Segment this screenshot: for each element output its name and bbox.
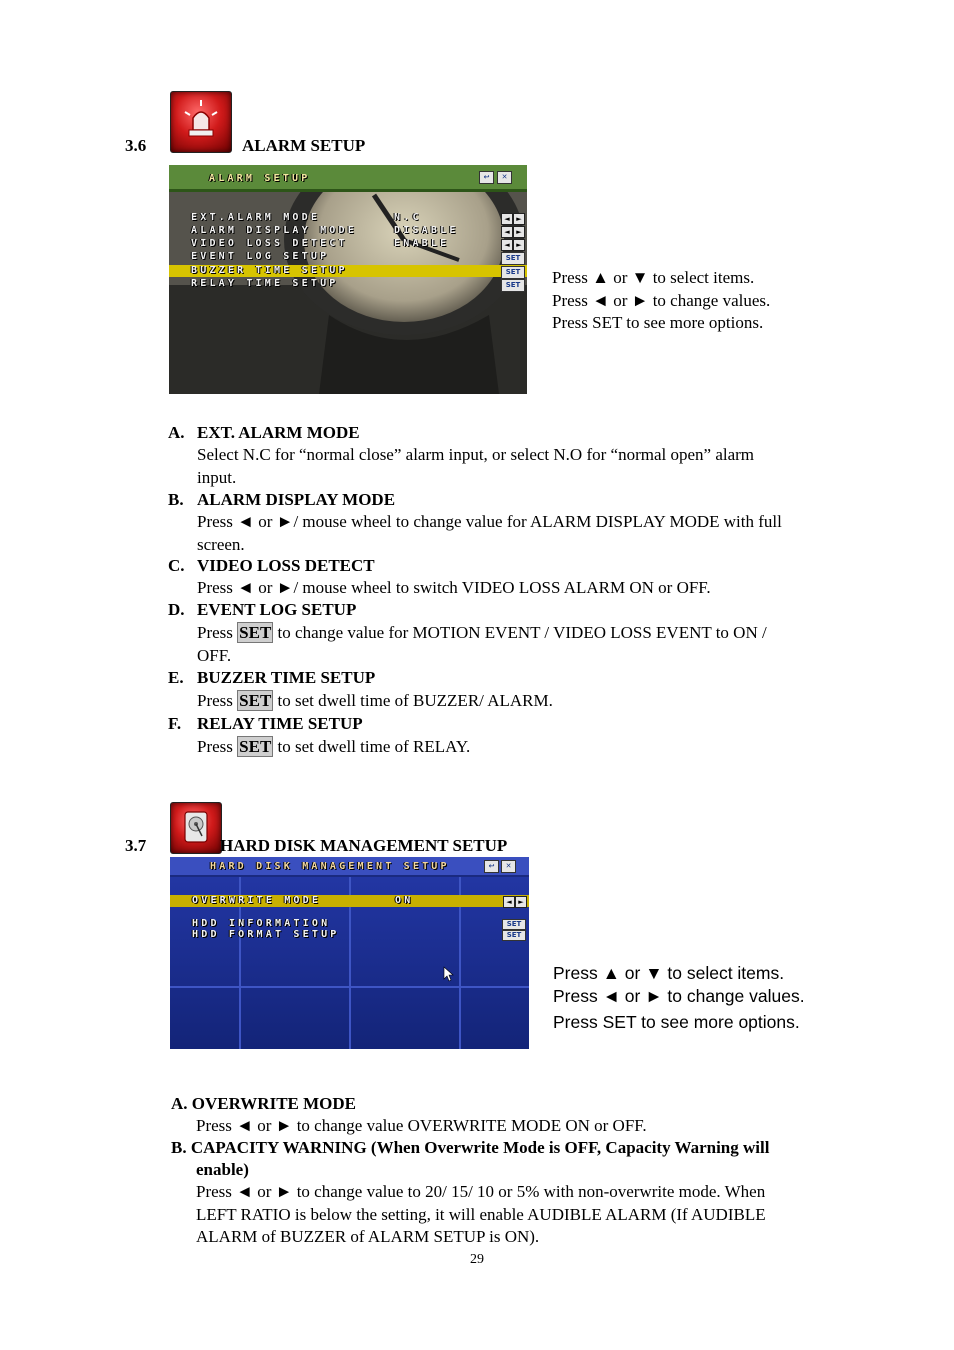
item-line: Press ◄ or ►/ mouse wheel to change value for ALARM DISPLAY MODE with full bbox=[197, 512, 782, 531]
menu-row-label[interactable]: RELAY TIME SETUP bbox=[191, 278, 339, 289]
item-body bbox=[197, 736, 470, 759]
left-arrow-button[interactable]: ◄ bbox=[501, 239, 513, 251]
left-arrow-button[interactable]: ◄ bbox=[501, 226, 513, 238]
hard-disk-icon bbox=[170, 802, 222, 854]
set-button[interactable]: SET bbox=[501, 279, 525, 292]
menu-row-label[interactable]: EXT.ALARM MODE bbox=[191, 212, 321, 223]
menu-row-label[interactable]: ALARM DISPLAY MODE bbox=[191, 225, 357, 236]
menu-row-label[interactable]: HDD FORMAT SETUP bbox=[192, 929, 340, 940]
help-line: Press ▲ or ▼ to select items. bbox=[553, 963, 785, 983]
help-text bbox=[552, 267, 770, 335]
help-text bbox=[553, 962, 805, 1034]
help-line: Press ▲ or ▼ to select items. bbox=[552, 268, 755, 287]
right-arrow-button[interactable]: ► bbox=[513, 213, 525, 225]
item-title: BUZZER TIME SETUP bbox=[197, 668, 376, 687]
right-arrow-button[interactable]: ► bbox=[513, 239, 525, 251]
menu-row-label[interactable]: BUZZER TIME SETUP bbox=[191, 265, 348, 276]
item-line: LEFT RATIO is below the setting, it will enable AUDIBLE ALARM (If AUDIBLE bbox=[196, 1204, 766, 1224]
menu-row-label[interactable]: VIDEO LOSS DETECT bbox=[191, 238, 348, 249]
section-number: 3.7 bbox=[125, 836, 147, 855]
item-body bbox=[197, 577, 711, 600]
item-line: ALARM of BUZZER of ALARM SETUP is ON). bbox=[196, 1227, 540, 1246]
set-button[interactable]: SET bbox=[501, 266, 525, 279]
page-number: 29 bbox=[470, 1252, 484, 1267]
item-pre: Press bbox=[197, 691, 233, 710]
close-icon[interactable]: ✕ bbox=[501, 860, 516, 873]
item-title: RELAY TIME SETUP bbox=[197, 714, 363, 733]
right-arrow-button[interactable]: ► bbox=[513, 226, 525, 238]
item-pre: Press bbox=[197, 623, 233, 642]
item-title: A. OVERWRITE MODE bbox=[171, 1094, 356, 1113]
item-letter: E. bbox=[168, 668, 184, 687]
item-letter: C. bbox=[168, 556, 185, 575]
item-line: Select N.C for “normal close” alarm input, or select N.O for “normal open” alarm bbox=[197, 445, 755, 464]
item-post: to set dwell time of BUZZER/ ALARM. bbox=[277, 691, 553, 710]
item-body bbox=[197, 622, 767, 667]
return-icon[interactable]: ↩ bbox=[484, 860, 499, 873]
menu-row-value[interactable]: ENABLE bbox=[394, 238, 450, 249]
menu-row-label[interactable]: EVENT LOG SETUP bbox=[191, 251, 330, 262]
item-body bbox=[196, 1115, 647, 1138]
item-pre: Press bbox=[197, 737, 233, 756]
item-title: ALARM DISPLAY MODE bbox=[197, 490, 396, 509]
menu-row-label[interactable]: HDD INFORMATION bbox=[192, 918, 331, 929]
close-icon[interactable]: ✕ bbox=[497, 171, 512, 184]
left-arrow-button[interactable]: ◄ bbox=[503, 896, 515, 908]
set-key-label: SET bbox=[239, 737, 272, 756]
item-letter: A. bbox=[168, 423, 185, 442]
menu-row-value[interactable]: N.C bbox=[394, 212, 422, 223]
grid-background-image bbox=[170, 857, 529, 1049]
item-title: B. CAPACITY WARNING (When Overwrite Mode is OFF, Capacity Warning will bbox=[171, 1138, 770, 1157]
item-line: screen. bbox=[197, 534, 245, 554]
set-key-label: SET bbox=[239, 623, 272, 642]
menu-row-value[interactable]: DISABLE bbox=[394, 225, 459, 236]
section-title: HARD DISK MANAGEMENT SETUP bbox=[220, 836, 508, 855]
item-body bbox=[197, 511, 782, 556]
return-icon[interactable]: ↩ bbox=[479, 171, 494, 184]
section-title: ALARM SETUP bbox=[242, 136, 366, 155]
hdd-setup-screen bbox=[170, 857, 529, 1049]
item-title: EXT. ALARM MODE bbox=[197, 423, 360, 442]
right-arrow-button[interactable]: ► bbox=[515, 896, 527, 908]
help-line: Press SET to see more options. bbox=[552, 313, 764, 332]
menu-row-label[interactable]: OVERWRITE MODE bbox=[192, 895, 322, 906]
item-body bbox=[196, 1181, 766, 1249]
screen-title: HARD DISK MANAGEMENT SETUP bbox=[210, 861, 450, 872]
help-line: Press ◄ or ► to change values. bbox=[553, 986, 805, 1006]
item-letter: B. bbox=[168, 490, 184, 509]
item-title: VIDEO LOSS DETECT bbox=[197, 556, 375, 575]
item-post: to change value for MOTION EVENT / VIDEO LOSS EVENT to ON / bbox=[277, 623, 767, 642]
item-body bbox=[197, 444, 754, 489]
item-line: OFF. bbox=[197, 645, 232, 665]
item-line: input. bbox=[197, 467, 237, 487]
set-button[interactable]: SET bbox=[502, 919, 526, 930]
item-line: Press ◄ or ► to change value to 20/ 15/ 10 or 5% with non-overwrite mode. When bbox=[196, 1182, 766, 1201]
set-button[interactable]: SET bbox=[501, 252, 525, 265]
set-button[interactable]: SET bbox=[502, 930, 526, 941]
item-line: Press ◄ or ► to change value OVERWRITE MODE ON or OFF. bbox=[196, 1116, 647, 1135]
screen-title: ALARM SETUP bbox=[209, 173, 311, 184]
item-body bbox=[197, 690, 553, 713]
menu-row-value[interactable]: ON bbox=[395, 895, 414, 906]
item-post: to set dwell time of RELAY. bbox=[277, 737, 471, 756]
alarm-siren-icon bbox=[170, 91, 232, 153]
left-arrow-button[interactable]: ◄ bbox=[501, 213, 513, 225]
help-line: Press ◄ or ► to change values. bbox=[552, 290, 771, 310]
alarm-setup-screen bbox=[169, 165, 527, 394]
item-line: Press ◄ or ►/ mouse wheel to switch VIDEO LOSS ALARM ON or OFF. bbox=[197, 578, 711, 597]
item-title: EVENT LOG SETUP bbox=[197, 600, 357, 619]
help-line: Press SET to see more options. bbox=[553, 1012, 800, 1032]
item-letter: D. bbox=[168, 600, 185, 619]
item-title-continued: enable) bbox=[196, 1160, 249, 1179]
set-key-label: SET bbox=[239, 691, 272, 710]
item-letter: F. bbox=[168, 714, 182, 733]
section-number: 3.6 bbox=[125, 136, 147, 155]
